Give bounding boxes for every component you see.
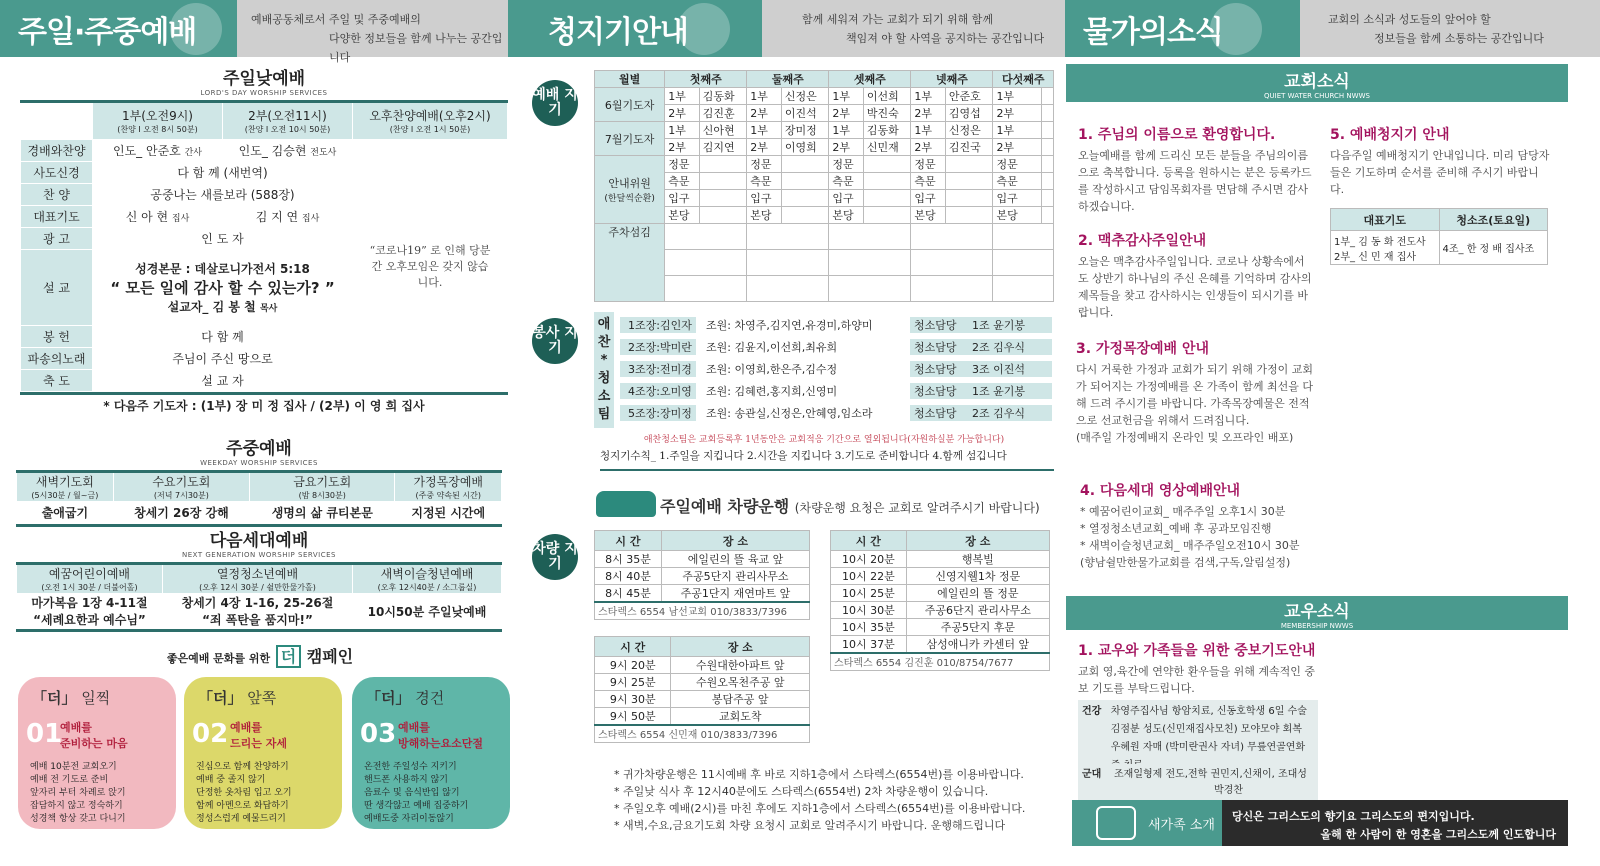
car-title: 주일예배 차량운행 (차량운행 요청은 교회로 알려주시기 바랍니다) [660, 497, 1040, 516]
clean-teams: 1조장:김인자 조원: 차영주,김지연,유경미,하양미 청소담당 1조 윤기봉 2조장:박미란 조원: 김윤지,이선희,최유희 청소담당 2조 김우식 3조장:전미경 조원: 이영희,한은주,김수정 청소담당 3조 이진석 4조장:오미영 조원: 김혜련,홍지희,신영미 청소담당 1조 윤기봉 5조장:장미정 조원: 송관실,신정은,안혜영,임소라 청소담당 2조 김우식 [620, 314, 1052, 424]
header-desc-news: 교회의 소식과 성도들의 앞어야 할 정보들을 함께 소통하는 공간입니다 [1300, 0, 1600, 57]
bubble-car-steward: 차량 지기 [532, 534, 578, 580]
bible-icon [170, 3, 222, 55]
sunday-worship: 주일낮예배 LORD'S DAY WORSHIP SERVICES 1부(오전9시) (찬양 I 오전 8시 50분) 2부(오전11시) (찬양 I 오전 10시 50분) 오후찬양예배(오후2시) (찬양 I 오전 1시 50분) 경배와찬양 인도_ 안준호 간사 인도_ 김승현 전도사 “코로나19” 로 인해 당분간 오후모임은 갖지 않습니다. 사도신경 다 함 께 (새번역) 찬 양 공중나는 새를보라 (588장) 대표기도 신 아 현 집사 김 지 연 집사 광 고 인 도 자 설 교 성경본문 : 데살로니가전서 5:18 “ 모든 일에 감사 할 수 있는가? ” 설교자_ 김 봉 철 목사 봉 헌 다 함 께 파송의노래 주님이 주신 땅으로 축 도 설 교 자 * 다음주 기도자 : (1부) 장 미 정 집사 / (2부) 이 영 희 집사 [20, 64, 508, 414]
afternoon-note: “코로나19” 로 인해 당분간 오후모임은 갖지 않습니다. [353, 140, 508, 392]
news-4: 4. 다음세대 영상예배안내 * 예꿈어린이교회_ 매주주일 오후1시 30분 * 열정청소년교회_예배 후 공과모임진행 * 새벽이슬청년교회_ 매주주일오전10시 30분 (향남쉴만한물가교회를 검색,구독,알림설정) [1080, 483, 1300, 569]
weekday-worship: 주중예배 WEEKDAY WORSHIP SERVICES 새벽기도회 (5시30분 / 월~금) 수요기도회 (저녁 7시30분) 금요기도회 (밤 8시30분) 가정목장예배 (주중 약속된 시간) 출애굽기 창세기 26장 강해 생명의 삶 큐티본문 지정된 시간에 [16, 434, 502, 527]
header-title-steward: 청지기안내 [548, 14, 688, 50]
steward-prayer-table: 월별 첫째주 둘째주 셋째주 넷째주 다섯째주 6월기도자 1부 김동화 1부 신정은 1부 이선희 1부 안준호 1부 2부 김진훈 2부 이진석 2부 박진숙 2부 김영섭 2부 7월기도자 1부 신아현 1부 장미정 1부 김동화 1부 신정은 1부 2부 김지연 2부 이영희 2부 신민재 2부 김진국 2부 안내위원 (한달씩순환) 정문 정문 정문 정문 정문 측문 측문 측문 측문 측문 입구 입구 입구 입구 입구 본당 본당 본당 본당 본당 주차섬김 [594, 70, 1054, 302]
new-family-label: 새가족 소개 [1072, 800, 1222, 846]
header-title-news: 물가의소식 [1083, 14, 1223, 50]
car-icon [596, 491, 656, 517]
header-news [1065, 0, 1300, 57]
news-3: 3. 가정목장예배 안내 다시 거룩한 가정과 교회가 되기 위해 가정이 교회가 되어지는 가정예배를 온 가족이 함께 최선을 다해 드려 주시기를 바랍니다. 가족목장예물은 전적으로 선교헌금을 위해서 드려집니다. (매주일 가정예배지 온라인 및 오프라인 배포) [1076, 341, 1313, 444]
header-steward [508, 0, 762, 57]
new-family-footer: 새가족 소개 당신은 그리스도의 향기요 그리스도의 편지입니다. 올해 한 사람이 한 영혼을 그리스도께 인도합니다 [1072, 800, 1568, 846]
header-desc-worship: 예배공동체로서 주일 및 주중예배의 다양한 정보들을 함께 나누는 공간입니다 [237, 0, 508, 57]
plant-hand-icon [1210, 3, 1262, 55]
news-5: 5. 예배청지기 안내 다음주일 예배청지기 안내입니다. 미리 담당자들은 기도하며 순서를 준비해 주시기 바랍니다. 대표기도 청소조(토요일) 1부_ 김 동 화 전도사 2부_ 신 민 재 집사 4조_ 한 정 배 집사조 [1330, 124, 1550, 265]
campaign-card-2: 「더」 앞쪽 02 예배를 드리는 자세 진심으로 함께 찬양하기 예배 중 졸지 않기 단정한 옷차림 입고 오기 함께 아멘으로 화답하기 정성스럽게 예물드리기 [184, 677, 342, 829]
campaign-title: 좋은예배 문화를 위한 더 캠페인 [166, 647, 354, 666]
news-1: 1. 주님의 이름으로 환영합니다. 오늘예배를 함께 드리신 모든 분들을 주님의이름으로 축복합니다. 등록을 원하시는 분은 등록카드를 작성하시고 담임목회자를 면담해 주시면 감사하겠습니다. [1078, 127, 1312, 213]
campaign-mark: 더 [276, 645, 301, 668]
members-bar: 교우소식 MEMBERSHIP NWWS [1066, 596, 1568, 630]
weekday-table: 새벽기도회 (5시30분 / 월~금) 수요기도회 (저녁 7시30분) 금요기도회 (밤 8시30분) 가정목장예배 (주중 약속된 시간) 출애굽기 창세기 26장 강해 생명의 삶 큐티본문 지정된 시간에 [16, 470, 502, 524]
steward-rules: 청지기수칙_ 1.주일을 지킵니다 2.시간을 지킵니다 3.기도로 준비합니다 4.함께 섬깁니다 [600, 448, 1054, 471]
next-steward-table: 대표기도 청소조(토요일) 1부_ 김 동 화 전도사 2부_ 신 민 재 집사 4조_ 한 정 배 집사조 [1330, 208, 1548, 265]
campaign-card-1: 「더」 일찍 01 예배를 준비하는 마음 예배 10분전 교회오기 예배 전 기도로 준비 앞자리 부터 차례로 앉기 잡담하지 않고 정숙하기 성경책 항상 갖고 다니기 [18, 677, 176, 829]
megaphone-icon [678, 3, 730, 55]
sunday-table: 1부(오전9시) (찬양 I 오전 8시 50분) 2부(오전11시) (찬양 I 오전 10시 50분) 오후찬양예배(오후2시) (찬양 I 오전 1시 50분) 경배와찬양 인도_ 안준호 간사 인도_ 김승현 전도사 “코로나19” 로 인해 당분간 오후모임은 갖지 않습니다. 사도신경 다 함 께 (새번역) 찬 양 공중나는 새를보라 (588장) 대표기도 신 아 현 집사 김 지 연 집사 광 고 인 도 자 설 교 성경본문 : 데살로니가전서 5:18 “ 모든 일에 감사 할 수 있는가? ” 설교자_ 김 봉 철 목사 봉 헌 다 함 께 파송의노래 주님이 주신 땅으로 축 도 설 교 자 [20, 100, 508, 392]
church-news-bar: 교회소식 QUIET WATER CHURCH NWWS [1066, 64, 1568, 102]
header-worship [0, 0, 237, 57]
army-prayers: 군대 조재일형제 전도,전학 권민지,신채이, 조대성 박경찬 [1078, 764, 1318, 802]
family-icon [1096, 806, 1136, 840]
nextgen-worship: 다음세대예배 NEXT GENERATION WORSHIP SERVICES 예꿈어린이예배 (오전 1시 30분 / 더불어홀) 열정청소년예배 (오후 12시 30분 / 쉴만한물가홀) 새벽이슬청년예배 (오후 12시40분 / 소그룹실) 마가복음 1장 4-11절 “세례요한과 예수님” 창세기 4장 1-16, 25-26절 “죄 폭탄을 품지마!” 10시50분 주일낮예배 [16, 526, 502, 632]
car-table-1: 시 간 장 소 8시 35분 에일린의 뜰 육교 앞 8시 40분 주공5단지 관리사무소 8시 45분 주공1단지 재연마트 앞 스타렉스 6554 남선교회 010/3833/7396 [594, 530, 810, 620]
bubble-worship-steward: 예배 지기 [532, 80, 578, 126]
car-table-2: 시 간 장 소 9시 20분 수원대한아파트 앞 9시 25분 수원오목천주공 앞 9시 30분 봉담주공 앞 9시 50분 교회도착 스타렉스 6554 신민재 010/3833/7396 [594, 636, 810, 743]
news-2: 2. 맥추감사주일안내 오늘은 맥추감사주일입니다. 코로나 상황속에서도 상반기 하나님의 주신 은혜를 기억하며 감사의 제목들을 찾고 감사하시는 인생들이 되시기를 바랍니다. [1078, 233, 1312, 319]
members-news: 1. 교우와 가족들을 위한 중보기도안내 교회 영,육간에 연약한 환우들을 위해 계속적인 중보 기도를 부탁드립니다. [1078, 643, 1316, 695]
nextgen-table: 예꿈어린이예배 (오전 1시 30분 / 더불어홀) 열정청소년예배 (오후 12시 30분 / 쉴만한물가홀) 새벽이슬청년예배 (오후 12시40분 / 소그룹실) 마가복음 1장 4-11절 “세례요한과 예수님” 창세기 4장 1-16, 25-26절 “죄 폭탄을 품지마!” 10시50분 주일낮예배 [16, 562, 502, 629]
health-prayers: 건강 차영주집사님 항암치료, 신동호학생 6일 수술 김점분 성도(신민재집사모친) 모야모야 회복 우혜원 자매 (박미란권사 자녀) 무릎연골연화 [1078, 700, 1318, 778]
car-table-3: 시 간 장 소 10시 20분 행복빌 10시 22분 신영지웰1차 정문 10시 25분 에일린의 뜰 정문 10시 30분 주공6단지 관리사무소 10시 35분 주공5단지 후문 10시 37분 삼성애니카 카센터 앞 스타렉스 6554 김진훈 010/8754/7677 [830, 530, 1050, 671]
clean-note: 애찬청소팀은 교회등록후 1년동안은 교회적응 기간으로 열외됩니다(자원하실분 가능합니다) [643, 435, 1005, 445]
clean-team-label: 애 찬 * 청 소 팀 [594, 312, 614, 428]
header-title-worship: 주일·주중예배 [18, 14, 197, 50]
next-prayer: * 다음주 기도자 : (1부) 장 미 정 집사 / (2부) 이 영 희 집사 [20, 392, 508, 414]
car-notes: * 귀가차량운행은 11시예배 후 바로 지하1층에서 스타렉스(6554번)를 이용바랍니다. * 주일낮 식사 후 12시40분에도 스타렉스(6554번) 2차 차량운행이 있습니다. * 주일오후 예배(2시)를 마친 후에도 지하1층에서 스타렉스(6554번)를 이용바랍니다. * 새벽,수요,금요기도회 차량 요청시 교회로 알려주시기 바랍니다. 운행해드립니다 [614, 768, 1026, 832]
header-desc-steward: 함께 세워져 가는 교회가 되기 위해 함께 책임져 야 할 사역을 공지하는 공간입니다 [762, 0, 1065, 57]
bubble-service-steward: 봉사 지기 [532, 318, 578, 364]
campaign-card-3: 「더」 경건 03 예배를 방해하는요소단절 온전한 주일성수 지키기 핸드폰 사용하지 않기 음료수 및 음식반입 않기 딴 생각않고 예배 집중하기 예배도중 자리이동않기 [352, 677, 510, 829]
sunday-title: 주일낮예배 [222, 69, 306, 89]
sermon-cell: 성경본문 : 데살로니가전서 5:18 “ 모든 일에 감사 할 수 있는가? ” 설교자_ 김 봉 철 목사 [93, 250, 353, 326]
sermon-title: “ 모든 일에 감사 할 수 있는가? ” [110, 279, 335, 297]
